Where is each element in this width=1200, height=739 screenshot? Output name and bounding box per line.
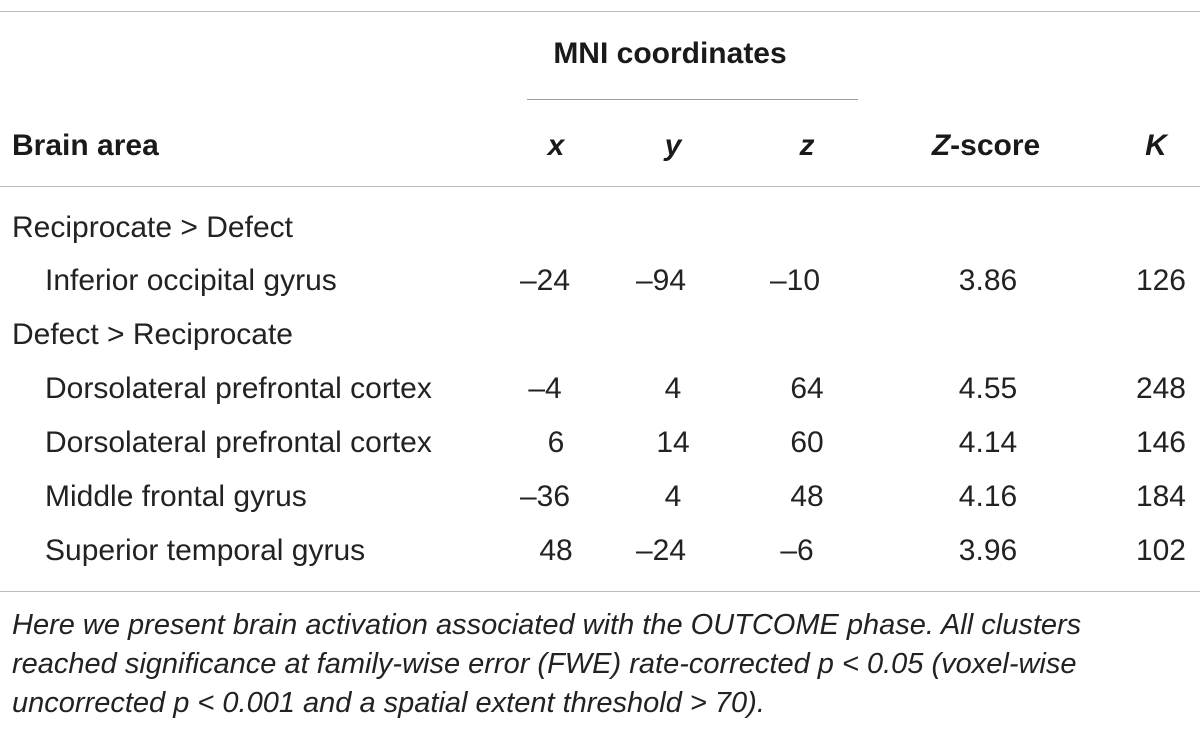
table-row-x: 48 xyxy=(539,534,573,567)
table-row-zscore: 4.55 xyxy=(958,372,1018,405)
table-row-y: 4 xyxy=(664,480,682,513)
z-header: z xyxy=(799,129,815,162)
table-row-y: –24 xyxy=(635,534,687,567)
y-header: y xyxy=(664,129,682,162)
table-row-x: –4 xyxy=(528,372,562,405)
table-row-k: 248 xyxy=(1135,372,1186,405)
brain-area-header: Brain area xyxy=(12,129,159,162)
table-row-zscore: 4.14 xyxy=(958,426,1018,459)
table-row-zscore: 3.86 xyxy=(958,264,1018,297)
table-row-k: 102 xyxy=(1135,534,1186,567)
section-title-reciprocate-defect: Reciprocate > Defect xyxy=(12,211,293,244)
table-row-zscore: 4.16 xyxy=(958,480,1018,513)
table-row-x: –24 xyxy=(519,264,571,297)
table-row-z: –10 xyxy=(769,264,821,297)
table-row-z: 64 xyxy=(790,372,824,405)
table-row-y: 4 xyxy=(664,372,682,405)
table-row-y: –94 xyxy=(635,264,687,297)
table-row-area: Middle frontal gyrus xyxy=(45,480,307,513)
table-row-zscore: 3.96 xyxy=(958,534,1018,567)
table-row-y: 14 xyxy=(656,426,690,459)
table-row-z: 60 xyxy=(790,426,824,459)
table-bottom-rule xyxy=(0,591,1200,592)
zscore-header-suffix: -score xyxy=(950,129,1041,162)
header-bottom-rule xyxy=(0,186,1200,187)
table-row-area: Inferior occipital gyrus xyxy=(45,264,337,297)
table-footnote: Here we present brain activation associated with the OUTCOME phase. All clusters reached significance at family-wise error (FWE) rate-corrected p < 0.05 (voxel-wise uncorrected p < 0.001 and a spatial extent threshold > 70). xyxy=(12,609,1082,719)
table-row-area: Dorsolateral prefrontal cortex xyxy=(45,426,432,459)
x-header: x xyxy=(547,129,565,162)
table-row-x: 6 xyxy=(547,426,565,459)
table-row-k: 146 xyxy=(1135,426,1186,459)
table-row-k: 184 xyxy=(1135,480,1186,513)
mni-group-rule xyxy=(527,99,858,100)
table-row-k: 126 xyxy=(1135,264,1186,297)
mni-coordinates-header: MNI coordinates xyxy=(553,37,787,70)
zscore-header xyxy=(932,129,1040,163)
k-header: K xyxy=(1145,129,1167,162)
table-row-z: –6 xyxy=(780,534,814,567)
table-row-area: Superior temporal gyrus xyxy=(45,534,366,567)
table-row-z: 48 xyxy=(790,480,824,513)
table-row-area: Dorsolateral prefrontal cortex xyxy=(45,372,432,405)
zscore-header-letter: Z xyxy=(931,129,951,162)
section-title-defect-reciprocate: Defect > Reciprocate xyxy=(12,318,293,351)
table-row-x: –36 xyxy=(519,480,571,513)
table-top-rule xyxy=(0,11,1200,12)
